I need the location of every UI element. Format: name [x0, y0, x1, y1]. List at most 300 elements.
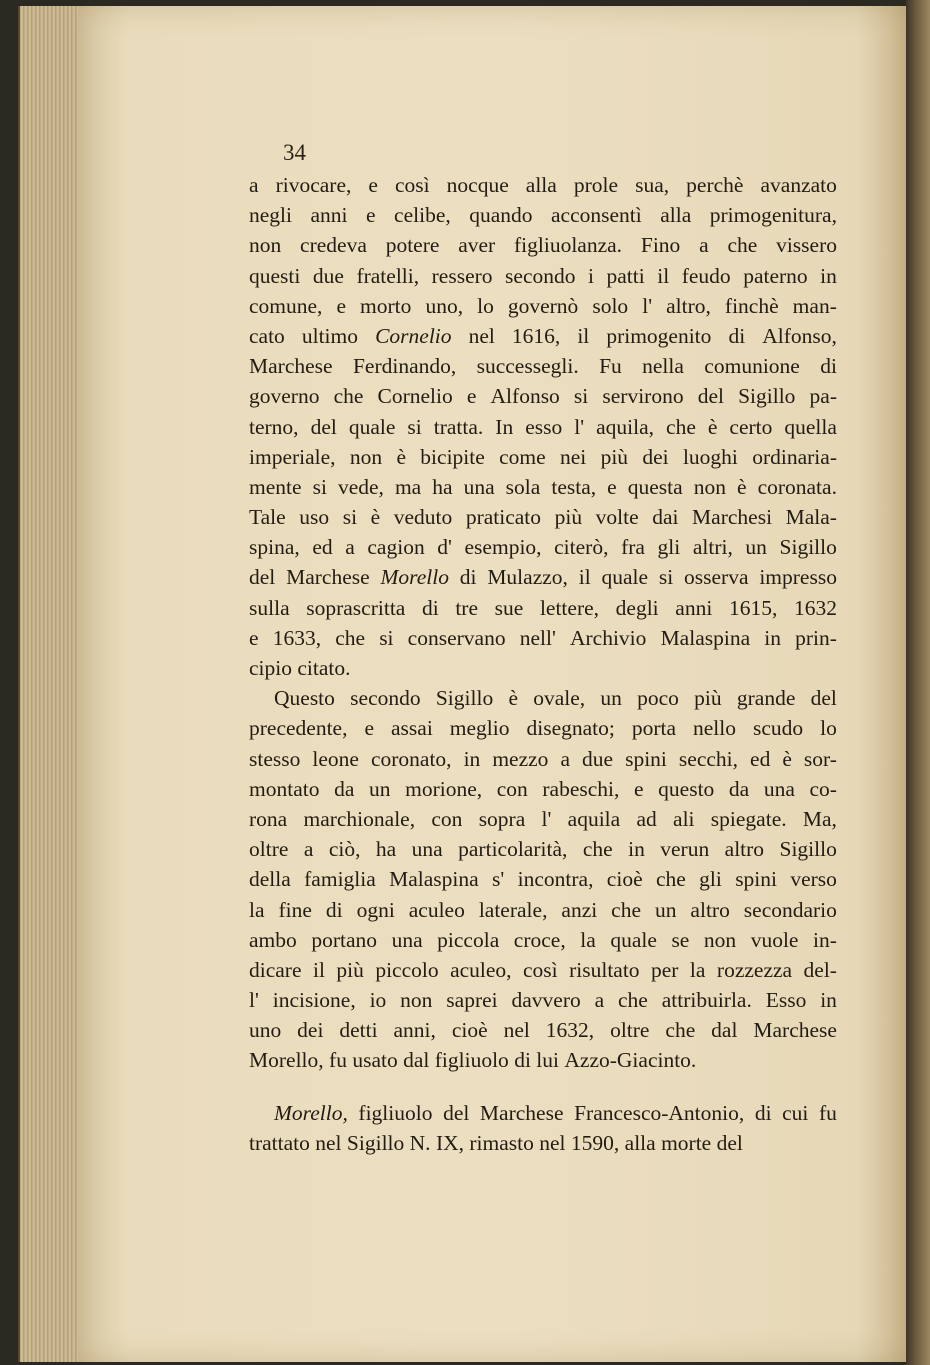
- word: del: [810, 686, 837, 711]
- word: figliuolanza.: [514, 233, 623, 258]
- word: man-: [792, 293, 837, 318]
- word: non: [349, 444, 383, 469]
- word: dal: [403, 1048, 435, 1073]
- word: è: [370, 505, 381, 530]
- word: questo: [658, 776, 715, 801]
- word: certo: [729, 414, 773, 439]
- text-line: [249, 804, 837, 834]
- word: d': [437, 535, 452, 560]
- word: 1616,: [511, 323, 561, 348]
- word: e: [364, 716, 375, 741]
- word: dai: [652, 505, 679, 530]
- word: nei: [559, 444, 587, 469]
- word: si: [658, 565, 674, 590]
- word: in: [820, 988, 837, 1013]
- word: che: [618, 988, 648, 1013]
- word: ovale,: [533, 686, 586, 711]
- word: Marchese: [753, 1018, 837, 1043]
- word: Malaspina: [389, 867, 479, 892]
- word: incontra,: [517, 867, 594, 892]
- word: l': [574, 414, 585, 439]
- word: governo: [249, 384, 320, 409]
- word: si: [407, 414, 422, 439]
- word: nel: [503, 1018, 530, 1043]
- word: e: [607, 474, 617, 499]
- word: l': [541, 806, 552, 831]
- word: feudo: [681, 263, 731, 288]
- text-line: [249, 200, 837, 230]
- word: che: [655, 867, 686, 892]
- word: di: [459, 565, 477, 590]
- word: è: [782, 746, 792, 771]
- word: esso: [525, 414, 563, 439]
- word: anni,: [393, 1018, 436, 1043]
- word: citerò,: [554, 535, 609, 560]
- word: più: [600, 444, 629, 469]
- word: da: [728, 776, 750, 801]
- word: della: [249, 867, 291, 892]
- word: sua,: [635, 173, 670, 197]
- word: Marchesi: [692, 505, 773, 530]
- book-binding-edge: [906, 0, 930, 1365]
- word: nel: [315, 1130, 347, 1155]
- word: il: [657, 263, 670, 288]
- word: che: [335, 625, 366, 650]
- word: Morello: [380, 565, 449, 590]
- word: cagion: [367, 535, 425, 560]
- word: Sigillo: [738, 384, 796, 409]
- word: due: [582, 746, 614, 771]
- word: morte: [661, 1130, 717, 1155]
- word: osserva: [684, 565, 749, 590]
- word: cioè: [451, 1018, 488, 1043]
- word: il: [578, 565, 591, 590]
- word: rimasto: [469, 1130, 540, 1155]
- word: paterno: [743, 263, 808, 288]
- word: vede,: [337, 474, 384, 499]
- word: alla: [660, 203, 692, 228]
- word: Morello,: [249, 1048, 330, 1073]
- word: piccola: [437, 927, 500, 952]
- word: mezzo: [492, 746, 549, 771]
- word: Alfonso: [490, 384, 560, 409]
- word: spini: [735, 867, 778, 892]
- word: stesso: [249, 746, 301, 771]
- word: Fu: [599, 354, 622, 379]
- word: governò: [507, 293, 579, 318]
- word: Archivio: [569, 625, 647, 650]
- word: Fino: [640, 233, 681, 258]
- word: gli: [657, 535, 681, 560]
- word: in-: [813, 927, 837, 952]
- word: del-: [803, 957, 837, 982]
- word: servirono: [602, 384, 684, 409]
- word: a: [303, 837, 314, 862]
- word: assai: [391, 716, 433, 741]
- word: rona: [249, 806, 288, 831]
- word: grande: [736, 686, 796, 711]
- text-line: [249, 895, 837, 925]
- word: e: [466, 384, 477, 409]
- word: e: [366, 203, 376, 228]
- word: dicare: [249, 957, 302, 982]
- word: si: [379, 625, 394, 650]
- word: nello: [693, 716, 737, 741]
- word: comune,: [249, 293, 323, 318]
- word: volte: [595, 505, 639, 530]
- word: la: [689, 957, 706, 982]
- word: ultimo: [301, 323, 359, 348]
- text-line: [249, 864, 837, 894]
- word: cipio: [249, 656, 298, 680]
- word: Morello,: [274, 1100, 348, 1125]
- word: ambo: [249, 927, 297, 952]
- word: In: [495, 414, 514, 439]
- word: prin-: [795, 625, 837, 650]
- word: anzi: [561, 897, 598, 922]
- word: davvero: [511, 988, 581, 1013]
- word: Cornelio: [377, 384, 453, 409]
- word: altro: [690, 897, 730, 922]
- word: N.: [409, 1130, 436, 1155]
- word: si: [342, 505, 358, 530]
- word: lui: [536, 1048, 565, 1073]
- word: marchionale,: [303, 806, 416, 831]
- word: piccolo: [375, 957, 439, 982]
- word: ogni: [356, 897, 395, 922]
- word: e: [634, 776, 644, 801]
- word: lettere,: [539, 595, 600, 620]
- text-line: [249, 925, 837, 955]
- word: patti: [606, 263, 645, 288]
- word: quella: [784, 414, 837, 439]
- word: coronato,: [370, 746, 452, 771]
- word: Sigillo: [779, 837, 837, 862]
- word: è: [396, 444, 406, 469]
- text-line: [249, 683, 837, 713]
- word: laterale,: [478, 897, 548, 922]
- word: di: [754, 1100, 772, 1125]
- word: bicipite: [420, 444, 485, 469]
- word: in: [628, 837, 645, 862]
- word: che: [582, 837, 613, 862]
- word: secondo: [505, 263, 576, 288]
- word: da: [334, 776, 355, 801]
- word: più: [336, 957, 364, 982]
- text-line: [249, 412, 837, 442]
- word: morto: [360, 293, 412, 318]
- word: dei: [642, 444, 669, 469]
- text-line: [249, 472, 837, 502]
- word: lo: [820, 716, 837, 741]
- word: fra: [621, 535, 645, 560]
- word: due: [312, 263, 344, 288]
- word: Sigillo: [435, 686, 494, 711]
- word: il: [577, 323, 590, 348]
- word: mente: [249, 474, 302, 499]
- text-line: [249, 381, 837, 411]
- word: ha: [432, 474, 453, 499]
- word: sopra: [478, 806, 526, 831]
- word: una: [763, 776, 795, 801]
- word: non: [693, 474, 726, 499]
- word: Malaspina: [660, 625, 751, 650]
- word: tre: [455, 595, 479, 620]
- word: croce,: [513, 927, 566, 952]
- word: alla: [624, 1130, 662, 1155]
- text-line: [249, 170, 837, 200]
- page-number: 34: [283, 140, 306, 165]
- word: Tale: [249, 505, 286, 530]
- word: avanzato: [760, 173, 837, 197]
- text-line: [249, 291, 837, 321]
- word: figliuolo: [358, 1100, 433, 1125]
- text-line: [249, 623, 837, 653]
- word: portano: [311, 927, 378, 952]
- word: risultato: [569, 957, 640, 982]
- text-line: [249, 1128, 837, 1158]
- word: verso: [790, 867, 837, 892]
- word: rabeschi,: [542, 776, 620, 801]
- word: aculeo: [408, 897, 465, 922]
- text-line: [249, 955, 837, 985]
- word: lo: [477, 293, 494, 318]
- word: a: [594, 988, 605, 1013]
- word: la: [580, 927, 596, 952]
- word: io: [369, 988, 387, 1013]
- word: nel: [539, 1130, 571, 1155]
- word: aculeo,: [450, 957, 512, 982]
- word: e: [368, 173, 378, 197]
- word: una: [411, 837, 443, 862]
- word: ad: [636, 806, 657, 831]
- word: di: [728, 323, 746, 348]
- word: anni: [310, 203, 348, 228]
- word: verun: [660, 837, 710, 862]
- word: oltre: [249, 837, 289, 862]
- word: che: [333, 384, 364, 409]
- word: con: [496, 776, 528, 801]
- word: terno,: [249, 414, 299, 439]
- word: ressero: [431, 263, 493, 288]
- word: quale: [601, 565, 649, 590]
- word: aquila: [567, 806, 621, 831]
- word: esempio,: [464, 535, 542, 560]
- word: questi: [249, 263, 301, 288]
- word: ed: [750, 746, 771, 771]
- word: e: [336, 293, 347, 318]
- text-line: [249, 653, 837, 683]
- word: così: [394, 173, 430, 197]
- word: di: [421, 595, 439, 620]
- word: attribuirla.: [661, 988, 752, 1013]
- word: primogenito: [606, 323, 712, 348]
- word: trattato: [249, 1130, 316, 1155]
- word: secondo: [350, 686, 421, 711]
- word: poco: [637, 686, 679, 711]
- word: ha: [375, 837, 397, 862]
- word: incisione,: [272, 988, 356, 1013]
- word: figliuolo: [434, 1048, 515, 1073]
- word: s': [492, 867, 505, 892]
- word: finchè: [724, 293, 779, 318]
- word: co-: [809, 776, 837, 801]
- word: un: [745, 535, 767, 560]
- word: prole: [573, 173, 619, 197]
- word: del: [697, 384, 724, 409]
- word: testa,: [551, 474, 597, 499]
- word: sulla: [249, 595, 290, 620]
- word: IX,: [435, 1130, 470, 1155]
- word: degli: [615, 595, 659, 620]
- word: Azzo-Giacinto.: [564, 1048, 697, 1073]
- word: secondario: [743, 897, 837, 922]
- word: fu: [329, 1048, 353, 1073]
- word: meglio: [449, 716, 510, 741]
- word: solo: [592, 293, 629, 318]
- word: è: [736, 474, 747, 499]
- word: secchi,: [678, 746, 739, 771]
- word: praticato: [465, 505, 542, 530]
- word: Marchese: [249, 354, 333, 379]
- word: aquila,: [596, 414, 655, 439]
- word: e: [249, 625, 259, 650]
- word: negli: [249, 203, 292, 228]
- word: detti: [339, 1018, 378, 1043]
- word: con: [431, 806, 463, 831]
- text-line: [249, 562, 837, 592]
- word: 1632,: [545, 1018, 595, 1043]
- word: vissero: [776, 233, 837, 258]
- word: del: [249, 565, 276, 590]
- word: che: [727, 233, 758, 258]
- word: nella: [642, 354, 684, 379]
- word: saprei: [446, 988, 498, 1013]
- word: ordinaria-: [752, 444, 837, 469]
- word: l': [249, 988, 259, 1013]
- word: rozzezza: [716, 957, 793, 982]
- word: a: [345, 535, 355, 560]
- word: precedente,: [249, 716, 348, 741]
- word: un: [600, 686, 622, 711]
- word: Sigillo: [346, 1130, 410, 1155]
- word: vuole: [750, 927, 799, 952]
- word: più: [554, 505, 583, 530]
- word: spina,: [249, 535, 300, 560]
- word: uso: [299, 505, 330, 530]
- word: fratelli,: [356, 263, 420, 288]
- word: impresso: [759, 565, 837, 590]
- word: ma: [394, 474, 422, 499]
- body-text: [249, 170, 837, 1158]
- word: celibe,: [394, 203, 451, 228]
- word: che: [666, 414, 696, 439]
- word: leone: [312, 746, 359, 771]
- text-line: [249, 502, 837, 532]
- word: aver: [458, 233, 496, 258]
- word: imperiale,: [249, 444, 336, 469]
- word: soprascritta: [306, 595, 406, 620]
- word: fine: [278, 897, 312, 922]
- text-line: [249, 1098, 837, 1128]
- word: Mulazzo,: [487, 565, 568, 590]
- word: se: [671, 927, 690, 952]
- word: la: [249, 897, 265, 922]
- word: di: [325, 897, 343, 922]
- word: un: [654, 897, 677, 922]
- word: rivocare,: [275, 173, 352, 197]
- word: in: [764, 625, 781, 650]
- word: questa: [627, 474, 683, 499]
- word: più: [694, 686, 722, 711]
- text-line: [249, 442, 837, 472]
- word: l': [642, 293, 653, 318]
- word: ed: [312, 535, 333, 560]
- word: di: [514, 1048, 537, 1073]
- word: in: [820, 263, 837, 288]
- word: luoghi: [682, 444, 738, 469]
- word: quando: [469, 203, 533, 228]
- word: non: [703, 927, 737, 952]
- text-line: [249, 1045, 837, 1075]
- word: quale: [610, 927, 657, 952]
- word: coronata.: [757, 474, 837, 499]
- page-edges: [18, 6, 84, 1362]
- word: una: [463, 474, 495, 499]
- word: del: [716, 1130, 743, 1155]
- word: dal: [711, 1018, 738, 1043]
- word: Esso: [765, 988, 807, 1013]
- word: altro,: [666, 293, 711, 318]
- word: sola: [505, 474, 541, 499]
- word: si: [573, 384, 589, 409]
- word: Alfonso,: [762, 323, 837, 348]
- text-line: [249, 532, 837, 562]
- word: morione,: [405, 776, 483, 801]
- word: usato: [352, 1048, 404, 1073]
- word: di: [820, 354, 837, 379]
- word: tratta.: [433, 414, 484, 439]
- word: particolarità,: [458, 837, 568, 862]
- word: veduto: [393, 505, 453, 530]
- word: cui: [782, 1100, 809, 1125]
- word: 1615,: [728, 595, 778, 620]
- text-line: [249, 985, 837, 1015]
- word: pa-: [809, 384, 837, 409]
- text-line: [249, 230, 837, 260]
- text-line: [249, 321, 837, 351]
- paragraph-gap: [249, 1076, 837, 1098]
- word: credeva: [300, 233, 367, 258]
- text-line: [249, 774, 837, 804]
- word: del: [443, 1100, 470, 1125]
- word: non: [249, 233, 282, 258]
- word: altro: [724, 837, 765, 862]
- word: quale: [348, 414, 396, 439]
- word: che: [611, 897, 642, 922]
- word: successegli.: [476, 354, 579, 379]
- word: famiglia: [304, 867, 376, 892]
- word: a: [699, 233, 709, 258]
- word: così: [523, 957, 558, 982]
- word: ali: [673, 806, 695, 831]
- text-line: [249, 834, 837, 864]
- word: uno,: [425, 293, 464, 318]
- word: uno: [249, 1018, 282, 1043]
- word: spiegate.: [710, 806, 787, 831]
- word: primogenitura,: [709, 203, 837, 228]
- word: dei: [297, 1018, 324, 1043]
